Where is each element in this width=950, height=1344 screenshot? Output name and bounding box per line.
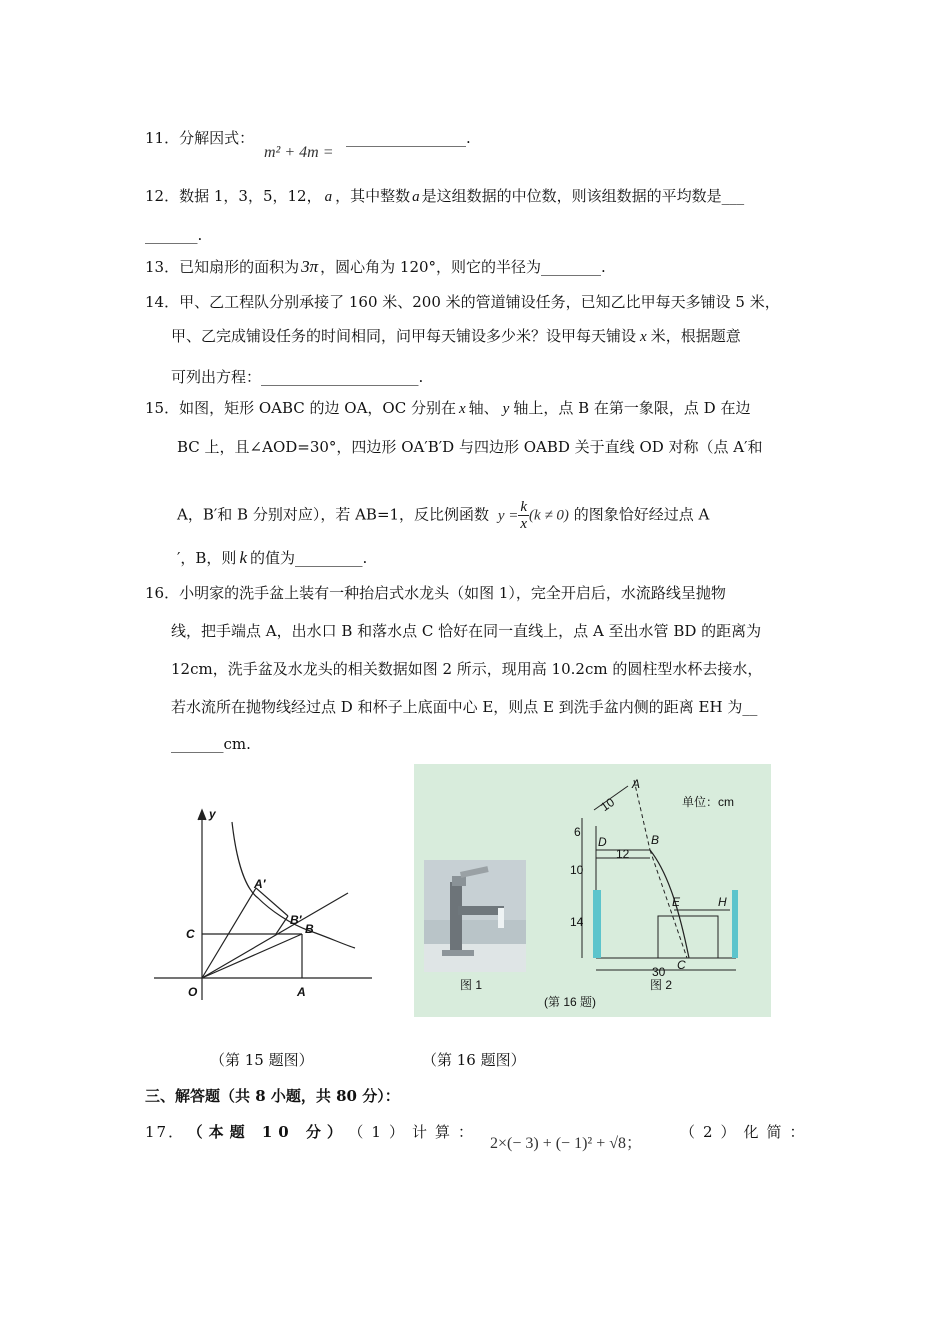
dim-6: 6 (574, 825, 581, 839)
caption-fig15: （第 15 题图） (210, 1051, 314, 1069)
q16-line1: 16．小明家的洗手盆上装有一种抬启式水龙头（如图 1），完全开启后，水流路线呈抛物 (145, 584, 726, 602)
y-axis-arrow (198, 810, 206, 820)
dim-10-handle: 10 (598, 794, 618, 815)
q13-pre: 已知扇形的面积为 (179, 258, 300, 276)
q12-line (145, 186, 744, 207)
dim-10: 10 (570, 863, 584, 877)
q16-line3: 12cm，洗手盆及水龙头的相关数据如图 2 所示，现用高 10.2cm 的圆柱型水杯去接水， (171, 660, 763, 678)
q11-text: 分解因式： (179, 129, 255, 147)
q17-part1: （1）计算： (355, 1123, 481, 1141)
figure-15 (150, 800, 380, 1005)
q11-line (145, 128, 254, 148)
label-A: A (632, 777, 641, 791)
q14-number: 14． (145, 293, 180, 311)
figure-16 (414, 764, 771, 1017)
q12-pre: 数据 1，3，5，12， (179, 187, 322, 205)
caption-fig16: （第 16 题图） (422, 1051, 526, 1069)
q14-line2: 甲、乙完成铺设任务的时间相同，问甲每天铺设多少米？设甲每天铺设 x 米，根据题意 (171, 327, 741, 345)
q16-number: 16． (145, 584, 180, 602)
faucet-photo (424, 860, 526, 972)
q16-line4: 若水流所在抛物线经过点 D 和杯子上底面中心 E，则点 E 到洗手盆内侧的距离 EH 为__ (171, 698, 758, 716)
q17-part2: （2）化简： (680, 1123, 813, 1141)
unit-label: 单位：cm (682, 795, 734, 809)
q13-post: ，圆心角为 120°，则它的半径为________. (320, 258, 606, 276)
segment-OA-prime (202, 888, 256, 978)
q16-line5: _______cm. (171, 735, 251, 753)
label-A: A (297, 985, 306, 999)
q14-line3: 可列出方程：_____________________. (171, 368, 424, 386)
q12-continuation: _______. (145, 226, 203, 244)
q13-area: 3π (301, 257, 319, 276)
q15-line3: A，B′和 B 分别对应），若 AB=1，反比例函数 y = $\frac{k}{x}$ (k ≠ 0) 的图象恰好经过点 A (177, 499, 710, 532)
label-y: y (209, 807, 216, 821)
q11-blank: ________________. (346, 129, 471, 147)
fig2-label: 图 2 (650, 978, 673, 992)
q15-condition: (k ≠ 0) (529, 507, 569, 524)
q13-line (145, 257, 606, 277)
q17-number: 17． (145, 1123, 186, 1141)
q12-var-a2: a (412, 189, 420, 205)
q17-line (145, 1122, 481, 1142)
q15-fraction: $\frac{k}{x}$ (520, 499, 528, 532)
q16-line2: 线，把手端点 A，出水口 B 和落水点 C 恰好在同一直线上，点 A 至出水管 BD 的距离为 (171, 622, 762, 640)
dim-30: 30 (652, 965, 666, 979)
q13-number: 13． (145, 258, 180, 276)
q15-func-y: y = (497, 507, 519, 524)
fig1-label: 图 1 (460, 978, 483, 992)
q14-var-x: x (640, 329, 647, 345)
label-B-prime: B′ (290, 913, 302, 927)
q11-number: 11． (145, 129, 180, 147)
dim-12: 12 (616, 847, 630, 861)
line-OD (202, 893, 348, 978)
q15-line2: BC 上，且∠AOD=30°，四边形 OA′B′D 与四边形 OABD 关于直线 OD 对称（点 A′和 (177, 438, 763, 456)
q17-expression: 2×(− 3) + (− 1)² + √8； (490, 1135, 643, 1152)
segment-A-prime-B-prime (256, 888, 288, 916)
q12-var-a: a (324, 189, 333, 205)
label-B: B (305, 922, 314, 936)
section-3-title: 三、解答题（共 8 小题，共 80 分）： (145, 1087, 400, 1105)
q15-number: 15． (145, 399, 180, 417)
q11-expression: m² + 4m = (264, 144, 334, 161)
figure-16-drawing (414, 764, 771, 1017)
dim-14: 14 (570, 915, 584, 929)
sink-right-wall (732, 890, 738, 958)
fig16-label: (第 16 题) (544, 995, 597, 1009)
label-C: C (186, 927, 195, 941)
q12-mid: ，其中整数 (335, 187, 411, 205)
q15-line4: ′，B，则 k 的值为_________. (177, 548, 368, 567)
label-E: E (672, 895, 681, 909)
label-O: O (188, 985, 198, 999)
q12-number: 12． (145, 187, 180, 205)
q12-post: 是这组数据的中位数，则该组数据的平均数是___ (421, 187, 745, 205)
sink-left-wall (593, 890, 601, 958)
q15-var-k: k (239, 548, 247, 567)
label-B: B (651, 833, 660, 847)
label-C: C (677, 958, 686, 972)
label-D: D (598, 835, 607, 849)
q14-line1: 14．甲、乙工程队分别承接了 160 米、200 米的管道铺设任务，已知乙比甲每天多铺设 5 米， (145, 293, 780, 311)
hyperbola-curve (232, 822, 355, 948)
label-A-prime: A′ (254, 877, 266, 891)
label-H: H (718, 895, 727, 909)
q17-score: （本题 10 分） (195, 1123, 348, 1141)
segment-OB (202, 934, 302, 978)
q15-line1: 15．如图，矩形 OABC 的边 OA，OC 分别在 x 轴、 y 轴上，点 B 在第一象限，点 D 在边 (145, 399, 751, 417)
